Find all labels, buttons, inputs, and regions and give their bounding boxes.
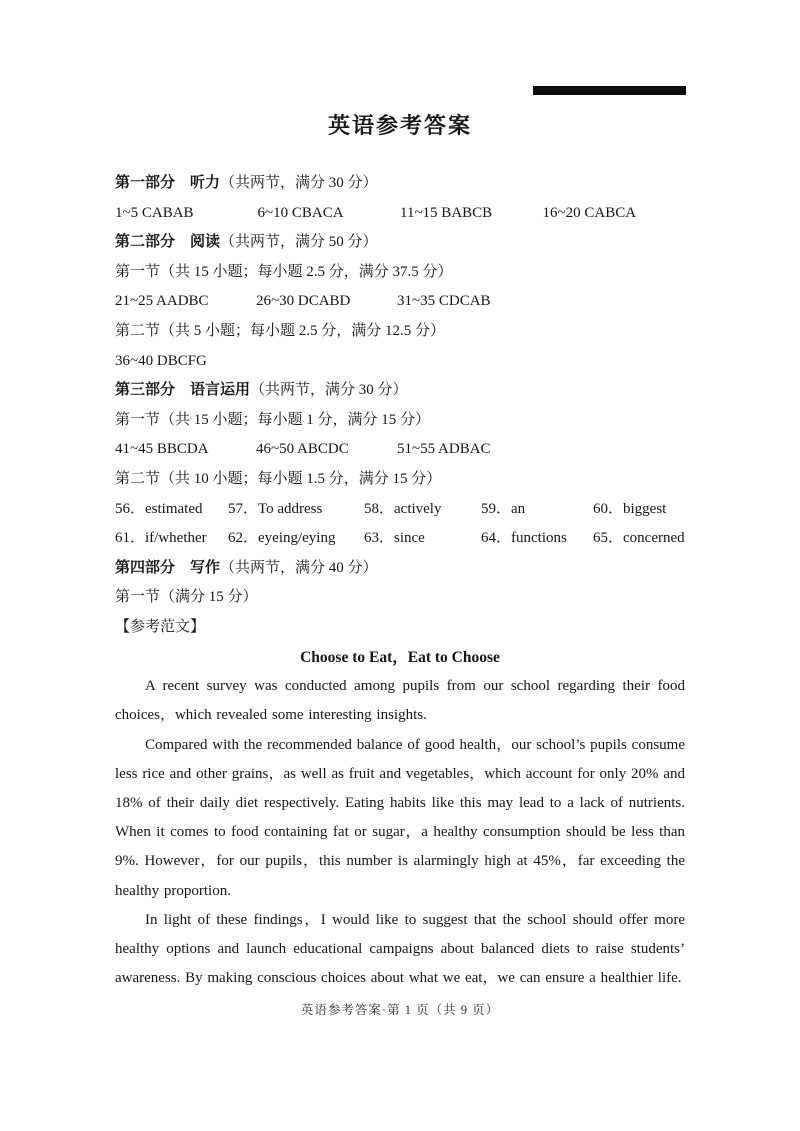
part3-section2-label: 第二节（共 10 小题；每小题 1.5 分，满分 15 分） bbox=[115, 470, 442, 487]
answer-group: 16~20 CABCA bbox=[542, 204, 637, 221]
answer-group: 31~35 CDCAB bbox=[397, 293, 491, 310]
page-content bbox=[115, 0, 685, 993]
part4-heading-note: （共两节，满分 40 分） bbox=[220, 559, 378, 576]
answer-item: 64．functions bbox=[481, 530, 567, 547]
answer-group: 46~50 ABCDC bbox=[256, 441, 349, 458]
answer-group: 1~5 CABAB bbox=[115, 204, 194, 221]
essay-paragraph: Compared with the recommended balance of good health，our school’s pupils consume less rice and other grains，as well as fruit and vegetables，which account for only 20% and 18% of their daily diet respectively. Eating habits like this may lead to a lack of nutrients. When it comes to food containing fat or sugar，a healthy consumption should be less than 9%. However，for our pupils，this number is alarmingly high at 45%，far exceeding the healthy proportion. bbox=[115, 736, 685, 899]
part2-section2-label: 第二节（共 5 小题；每小题 2.5 分，满分 12.5 分） bbox=[115, 322, 446, 339]
fill-in-answers-row-1 bbox=[115, 495, 685, 525]
answer-group: 36~40 DBCFG bbox=[115, 352, 207, 369]
part4-section1-label: 第一节（满分 15 分） bbox=[115, 589, 258, 606]
part2-heading-label: 第二部分 阅读 bbox=[115, 234, 221, 251]
answer-item: 62．eyeing/eying bbox=[228, 530, 336, 547]
answer-item: 65．concerned bbox=[593, 530, 685, 547]
sample-essay-label: 【参考范文】 bbox=[115, 618, 206, 635]
answer-item: 58．actively bbox=[364, 500, 442, 517]
part3-heading-label: 第三部分 语言运用 bbox=[115, 382, 251, 399]
fill-in-answers-row-2 bbox=[115, 524, 685, 554]
part3-heading-note: （共两节，满分 30 分） bbox=[250, 382, 408, 399]
answer-item: 59．an bbox=[481, 500, 526, 517]
reading-section2-answers-row bbox=[115, 347, 685, 377]
answer-group: 26~30 DCABD bbox=[256, 293, 351, 310]
page-title: 英语参考答案 bbox=[327, 113, 472, 138]
reading-section1-answers-row bbox=[115, 287, 685, 317]
answer-group: 51~55 ADBAC bbox=[397, 441, 491, 458]
answer-group: 11~15 BABCB bbox=[400, 204, 493, 221]
answer-item: 63．since bbox=[364, 530, 425, 547]
part1-heading-label: 第一部分 听力 bbox=[115, 175, 221, 191]
answer-item: 60．biggest bbox=[593, 500, 667, 517]
part1-heading bbox=[115, 169, 685, 199]
part2-heading bbox=[115, 228, 685, 258]
essay-paragraph: In light of these findings，I would like to suggest that the school should offer more healthy options and launch educational campaigns about balanced diets to raise students’ awareness. By making conscious choices about what we eat，we can ensure a healthier life. bbox=[115, 911, 685, 987]
answer-item: 61．if/whether bbox=[115, 530, 207, 547]
part4-heading-label: 第四部分 写作 bbox=[115, 559, 221, 576]
listening-answers-row bbox=[115, 199, 685, 229]
part2-section1-label: 第一节（共 15 小题；每小题 2.5 分，满分 37.5 分） bbox=[115, 263, 453, 280]
part3-heading bbox=[115, 376, 685, 406]
essay-title: Choose to Eat，Eat to Choose bbox=[300, 648, 500, 666]
answer-group: 41~45 BBCDA bbox=[115, 441, 209, 458]
answer-key-block bbox=[115, 169, 685, 993]
essay-paragraph: A recent survey was conducted among pupils from our school regarding their food choices，which revealed some interesting insights. bbox=[115, 678, 685, 724]
answer-item: 56．estimated bbox=[115, 500, 203, 517]
language-section1-answers-row bbox=[115, 435, 685, 465]
page-footer: 英语参考答案·第 1 页（共 9 页） bbox=[300, 1003, 500, 1017]
answer-group: 21~25 AADBC bbox=[115, 293, 209, 310]
answer-item: 57．To address bbox=[228, 500, 323, 517]
part2-heading-note: （共两节，满分 50 分） bbox=[220, 234, 378, 251]
part1-heading-note: （共两节，满分 30 分） bbox=[220, 175, 378, 191]
part3-section1-label: 第一节（共 15 小题；每小题 1 分，满分 15 分） bbox=[115, 411, 431, 428]
part4-heading bbox=[115, 554, 685, 584]
answer-group: 6~10 CBACA bbox=[257, 204, 344, 221]
